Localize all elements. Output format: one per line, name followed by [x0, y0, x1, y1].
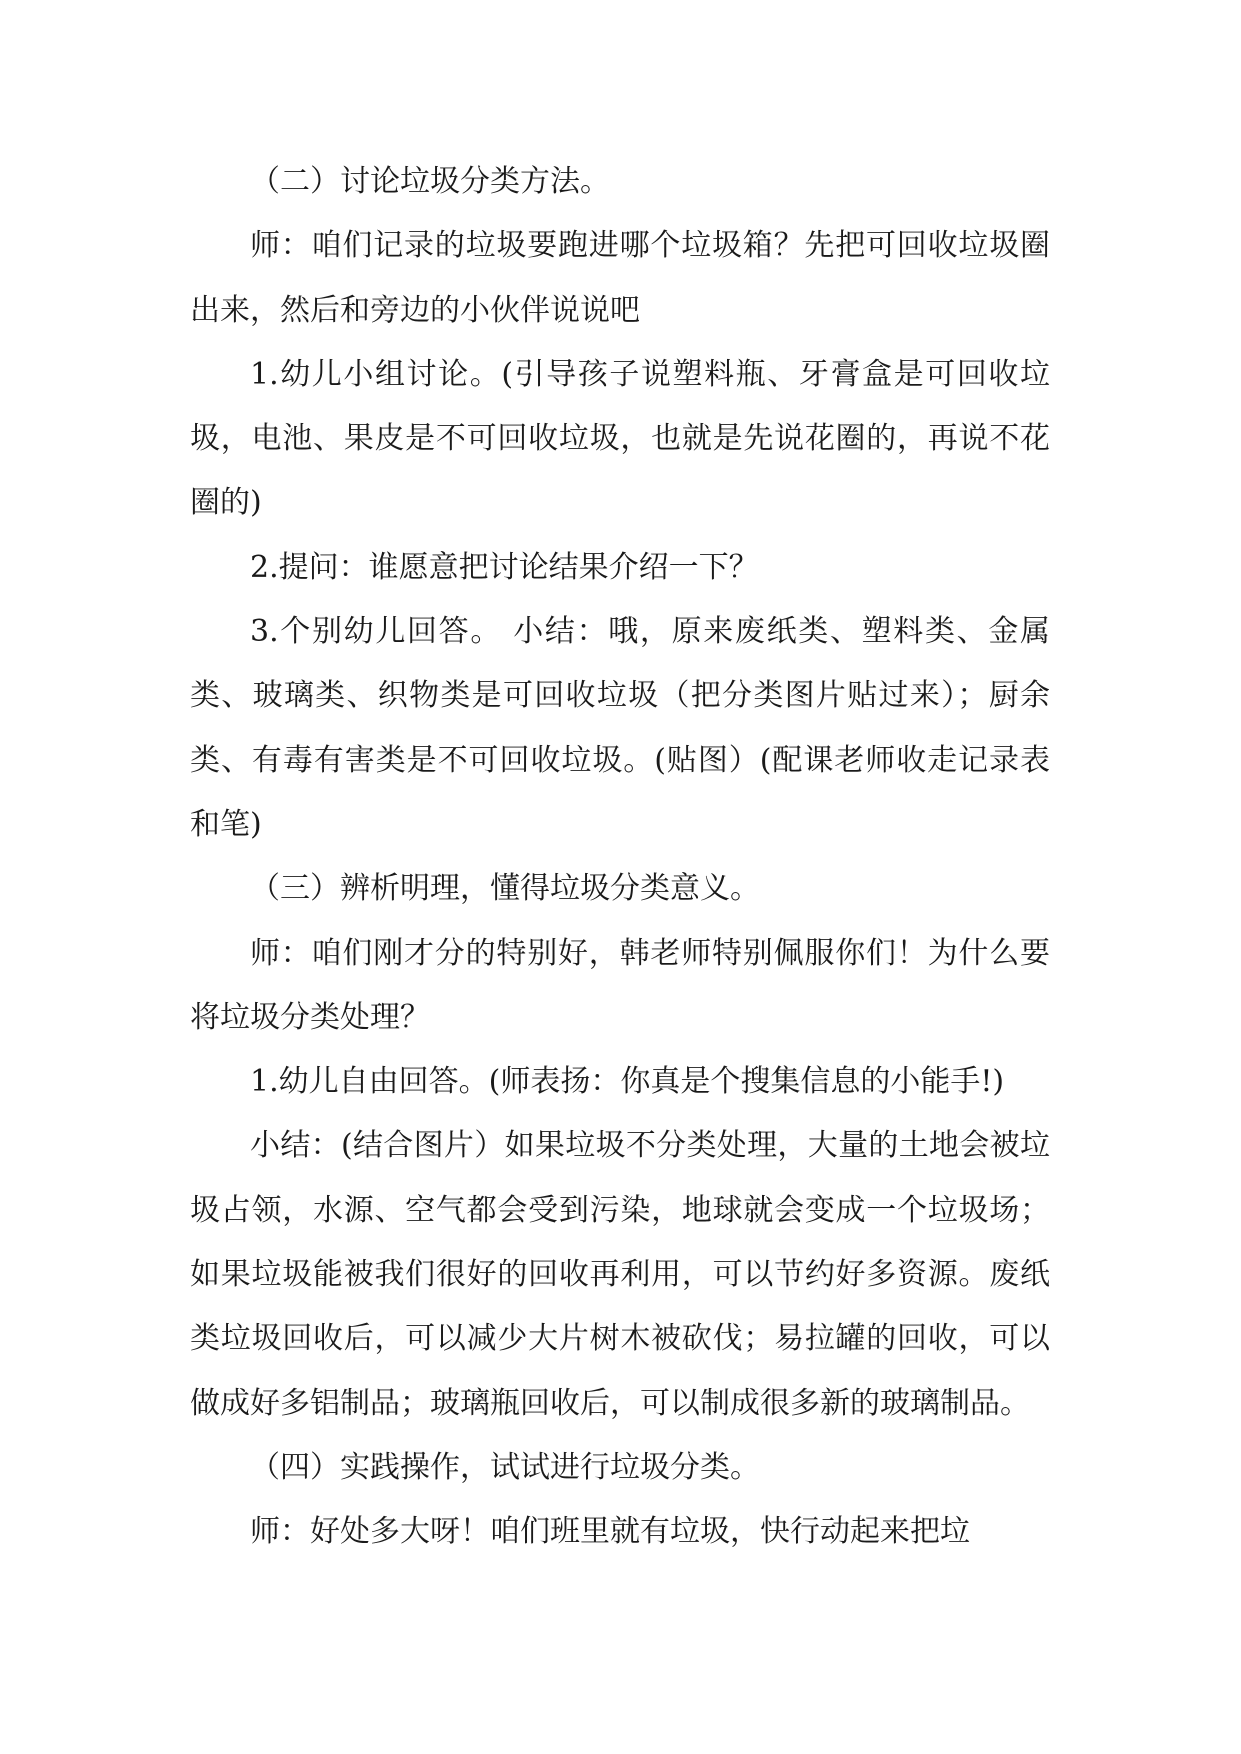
paragraph-heading-2: （二）讨论垃圾分类方法。: [250, 164, 610, 199]
paragraph: 1.幼儿小组讨论。(引导孩子说塑料瓶、牙膏盒是可回收垃圾，电池、果皮是不可回收垃圾，也就是先说花圈的，再说不花圈的): [190, 356, 1050, 521]
paragraph-heading-3: （三）辨析明理，懂得垃圾分类意义。: [250, 871, 760, 907]
paragraph: 2.提问：谁愿意把讨论结果介绍一下？: [250, 549, 759, 585]
body-text: [190, 150, 1050, 1565]
paragraph: 师：咱们刚才分的特别好，韩老师特别佩服你们！为什么要将垃圾分类处理？: [190, 935, 1050, 1035]
paragraph: 3.个别幼儿回答。 小结：哦，原来废纸类、塑料类、金属类、玻璃类、织物类是可回收垃圾（把分类图片贴过来）；厨余类、有毒有害类是不可回收垃圾。(贴图）(配课老师收走记录表和笔): [190, 614, 1050, 842]
paragraph: 1.幼儿自由回答。(师表扬：你真是个搜集信息的小能手!): [250, 1064, 1005, 1100]
paragraph: 师：好处多大呀！咱们班里就有垃圾，快行动起来把垃: [250, 1514, 970, 1550]
paragraph-summary: 小结：(结合图片）如果垃圾不分类处理，大量的土地会被垃圾占领，水源、空气都会受到污染，地球就会变成一个垃圾场；如果垃圾能被我们很好的回收再利用，可以节约好多资源。废纸类垃圾回收后，可以减少大片树木被砍伐；易拉罐的回收，可以做成好多铝制品；玻璃瓶回收后，可以制成很多新的玻璃制品。: [190, 1128, 1050, 1421]
paragraph: 师：咱们记录的垃圾要跑进哪个垃圾箱？先把可回收垃圾圈出来，然后和旁边的小伙伴说说吧: [190, 228, 1050, 328]
paragraph-heading-4: （四）实践操作，试试进行垃圾分类。: [250, 1449, 760, 1485]
